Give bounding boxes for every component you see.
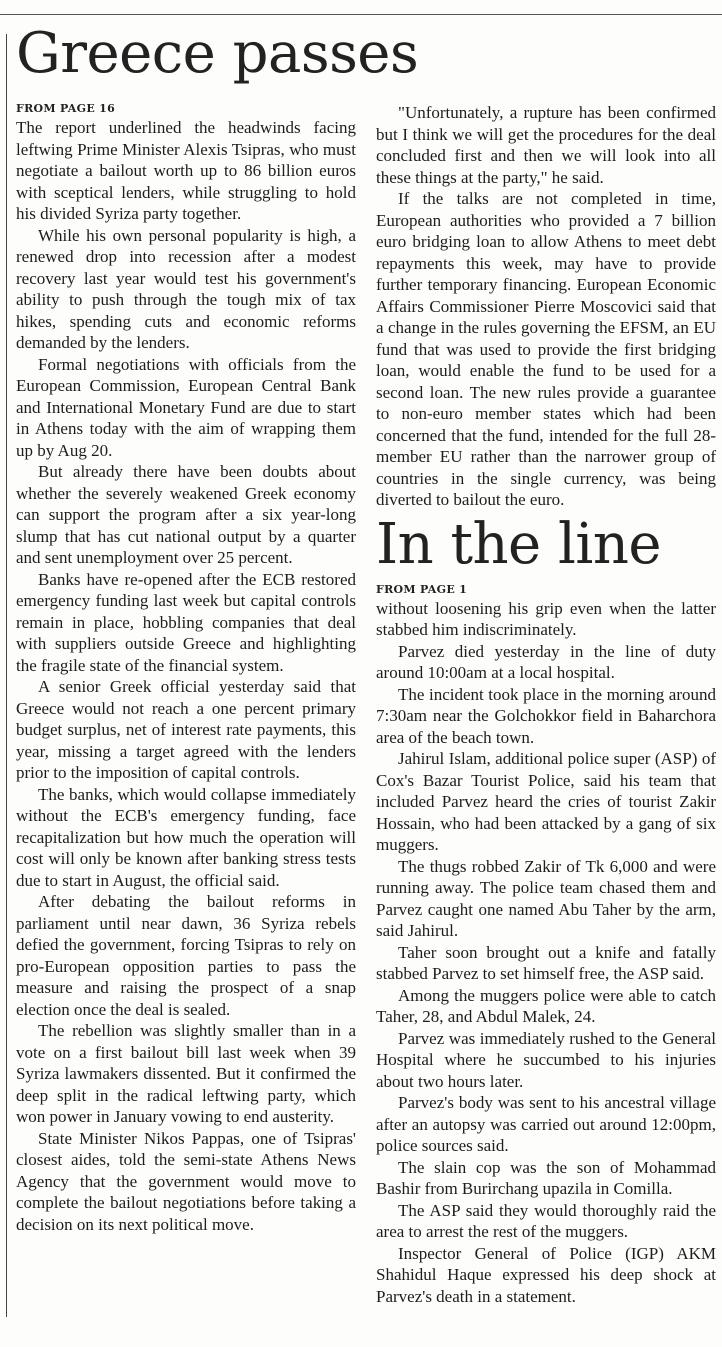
article-2-paragraph: The slain cop was the son of Mohammad Bashir from Burirchang upazila in Comilla. (376, 1157, 716, 1198)
article-2-paragraph: The thugs robbed Zakir of Tk 6,000 and were running away. The police team chased them and Parvez caught one named Abu Taher by the arm, said Jahirul. (376, 856, 716, 940)
article-1-paragraph: After debating the bailout reforms in parliament until near dawn, 36 Syriza rebels defied the government, forcing Tsipras to rely on pro-European opposition parties to pass the measure and raising the prospect of a snap election once the deal is sealed. (16, 892, 356, 1019)
right-column (376, 102, 716, 1307)
article-1-paragraph: While his own personal popularity is high, a renewed drop into recession after a modest recovery last year would test his government's ability to push through the tough mix of tax hikes, spending cuts and economic reforms demanded by the lenders. (16, 225, 356, 352)
article-1-paragraph: A senior Greek official yesterday said that Greece would not reach a one percent primary budget surplus, net of interest rate payments, this year, missing a target agreed with the lenders prior to the imposition of capital controls. (16, 677, 356, 782)
article-2-paragraph: Jahirul Islam, additional police super (ASP) of Cox's Bazar Tourist Police, said his team that included Parvez heard the cries of tourist Zakir Hossain, who had been attacked by a gang of six muggers. (376, 749, 716, 854)
article-1-paragraph: But already there have been doubts about whether the severely weakened Greek economy can support the program after a six year-long slump that has cut national output by a quarter and sent unemployment over 25 percent. (16, 462, 356, 567)
article-2-paragraph: Parvez was immediately rushed to the General Hospital where he succumbed to his injuries about two hours later. (376, 1028, 716, 1091)
article-2-paragraph: The incident took place in the morning around 7:30am near the Golchokkor field in Baharchora area of the beach town. (376, 684, 716, 747)
article-2-paragraph: Taher soon brought out a knife and fatally stabbed Parvez to set himself free, the ASP said. (376, 942, 716, 983)
left-column (16, 21, 419, 1235)
article-2-paragraph: The ASP said they would thoroughly raid the area to arrest the rest of the muggers. (376, 1200, 716, 1241)
article-1-paragraph: Formal negotiations with officials from the European Commission, European Central Bank and International Monetary Fund are due to start in Athens today with the aim of wrapping them up by Aug 20. (16, 354, 356, 460)
article-1-paragraph: Banks have re-opened after the ECB restored emergency funding last week but capital controls remain in place, hobbling companies that deal with suppliers outside Greece and highlighting the fragile state of the financial system. (16, 569, 356, 675)
article-2-paragraph: without loosening his grip even when the latter stabbed him indiscriminately. (376, 598, 716, 639)
column-rule (6, 34, 7, 1317)
article-1-paragraph: If the talks are not completed in time, European authorities who provided a 7 billion euro bridging loan to allow Athens to meet debt repayments this week, may have to provide further temporary financing. European Economic Affairs Commissioner Pierre Moscovici said that a change in the rules governing the EFSM, an EU fund that was used to provide the first bridging loan, would enable the fund to be used for a second loan. The new rules provide a guarantee to non-euro member states which had been concerned that the fund, intended for the full 28-member EU rather than the narrower group of countries in the single currency, was being diverted to bailout the euro. (376, 189, 716, 509)
top-rule (0, 14, 722, 15)
article-2-paragraph: Among the muggers police were able to catch Taher, 28, and Abdul Malek, 24. (376, 985, 716, 1026)
article-2-paragraph: Inspector General of Police (IGP) AKM Shahidul Haque expressed his deep shock at Parvez's death in a statement. (376, 1243, 716, 1306)
article-2-dateline: FROM PAGE 1 (376, 582, 468, 596)
article-1-paragraph: "Unfortunately, a rupture has been confirmed but I think we will get the procedures for the deal concluded first and then we will look into all these things at the party," he said. (376, 103, 716, 187)
article-2-paragraph: Parvez's body was sent to his ancestral village after an autopsy was carried out around 12:00pm, police sources said. (376, 1093, 716, 1155)
article-1-headline: Greece passes (16, 21, 419, 86)
article-1-paragraph: The rebellion was slightly smaller than in a vote on a first bailout bill last week when 39 Syriza lawmakers dissented. But it confirmed the deep split in the radical leftwing party, which won power in January vowing to end austerity. (16, 1021, 356, 1126)
article-1-paragraph: The banks, which would collapse immediately without the ECB's emergency funding, face recapitalization but how much the operation will cost will only be known after banking stress tests due to start in August, the official said. (16, 784, 356, 890)
article-1-paragraph: State Minister Nikos Pappas, one of Tsipras' closest aides, told the semi-state Athens News Agency that the government would move to complete the bailout negotiations before taking a decision on its next political move. (16, 1128, 356, 1234)
article-1-dateline: FROM PAGE 16 (16, 102, 116, 115)
article-2-headline: In the line (376, 511, 662, 577)
article-1-paragraph: The report underlined the headwinds facing leftwing Prime Minister Alexis Tsipras, who must negotiate a bailout worth up to 86 billion euros with sceptical lenders, while struggling to hold his divided Syriza party together. (16, 118, 356, 223)
article-2-paragraph: Parvez died yesterday in the line of duty around 10:00am at a local hospital. (376, 641, 716, 682)
